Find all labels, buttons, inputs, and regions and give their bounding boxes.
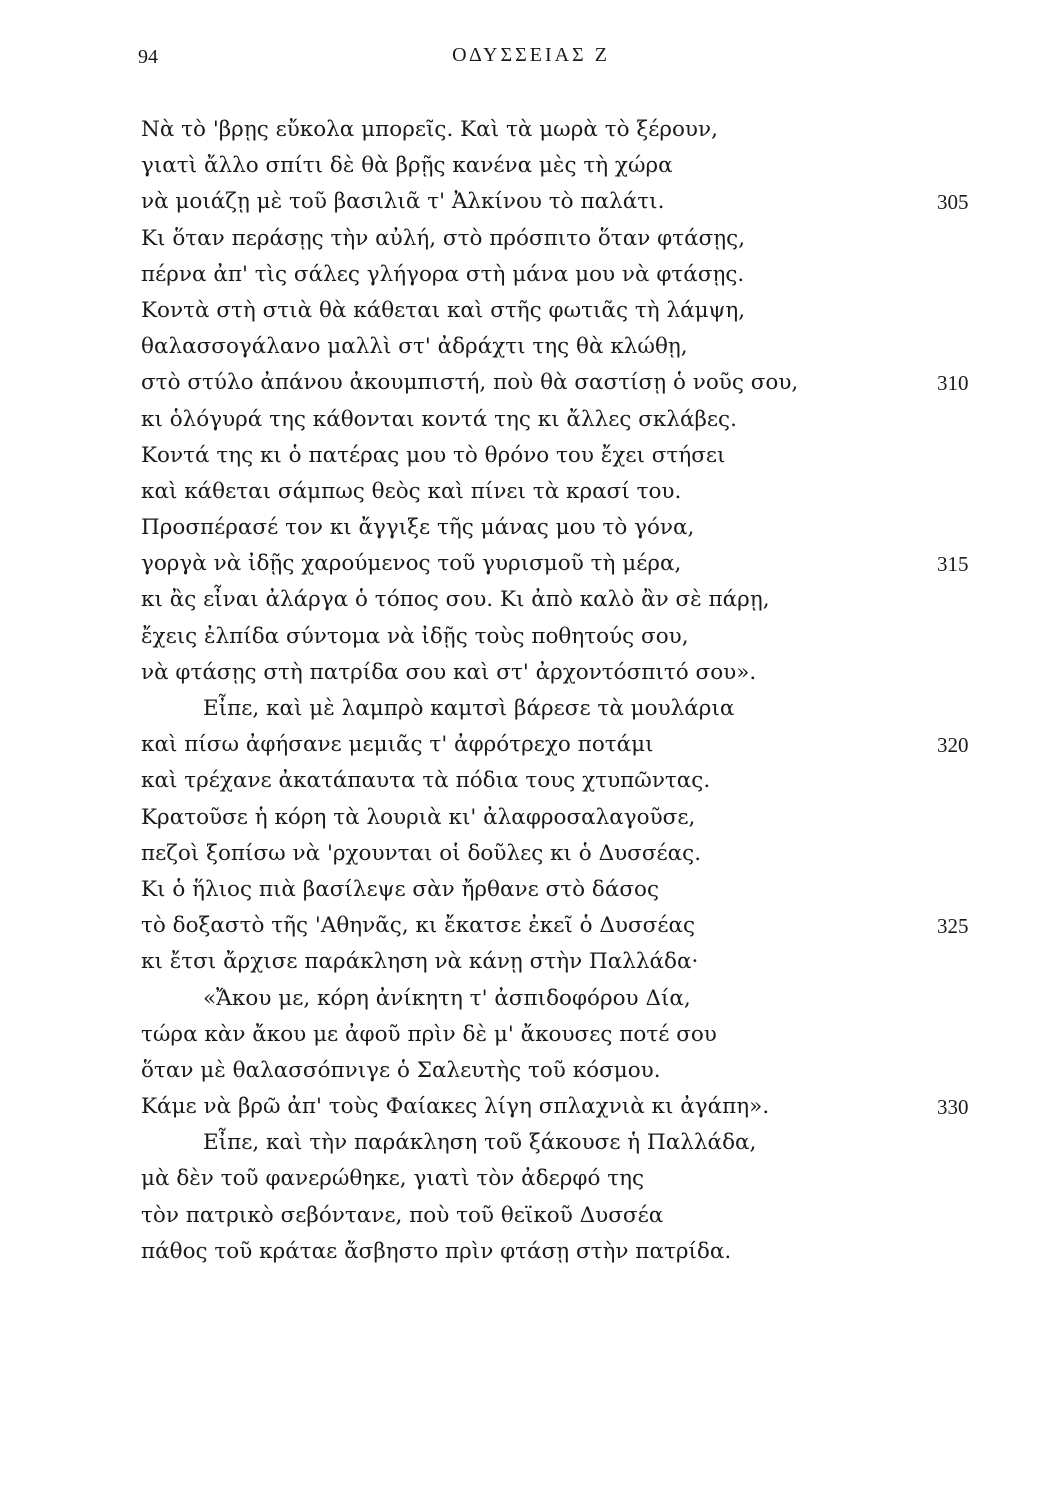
verse-text: μὰ δὲν τοῦ φανερώθηκε, γιατὶ τὸν ἀδερφό της [141, 1166, 645, 1192]
verse-text: Εἶπε, καὶ μὲ λαμπρὸ καμτσὶ βάρεσε τὰ μουλάρια [203, 696, 735, 721]
verse-text: Κοντά της κι ὁ πατέρας μου τὸ θρόνο του ἔχει στήσει [141, 442, 726, 468]
verse-line [141, 908, 991, 944]
line-number: 325 [937, 914, 969, 939]
verse-text: καὶ τρέχανε ἀκατάπαυτα τὰ πόδια τους χτυπῶντας. [141, 768, 711, 794]
line-number: 310 [937, 371, 969, 396]
verse-text: πάθος τοῦ κράταε ἄσβηστο πρὶν φτάσῃ στὴν πατρίδα. [141, 1238, 732, 1264]
verse-line [141, 691, 991, 727]
line-number: 320 [937, 733, 969, 758]
verse-line [141, 148, 991, 184]
verse-text: τὸ δοξαστὸ τῆς 'Αθηνᾶς, κι ἔκατσε ἐκεῖ ὁ Δυσσέας [141, 913, 696, 939]
line-number: 315 [937, 552, 969, 577]
verse-line [141, 221, 991, 257]
verse-text: ἔχεις ἐλπίδα σύντομα νὰ ἰδῇς τοὺς ποθητούς σου, [141, 623, 689, 649]
verse-line [141, 184, 991, 220]
verse-text: Νὰ τὸ 'βρῃς εὔκολα μπορεῖς. Καὶ τὰ μωρὰ τὸ ξέρουν, [141, 117, 718, 142]
verse-text: «Ἄκου με, κόρη ἀνίκητη τ' ἀσπιδοφόρου Δία, [203, 985, 691, 1011]
running-title: ΟΔΥΣΣΕΙΑΣ Ζ [452, 44, 610, 66]
verse-text: κι ὁλόγυρά της κάθονται κοντά της κι ἄλλες σκλάβες. [141, 406, 737, 432]
verse-text: Προσπέρασέ τον κι ἄγγιξε τῆς μάνας μου τὸ γόνα, [141, 515, 695, 541]
verse-text: Εἶπε, καὶ τὴν παράκληση τοῦ ξάκουσε ἡ Παλλάδα, [203, 1130, 757, 1156]
verse-text: καὶ κάθεται σάμπως θεὸς καὶ πίνει τὰ κρασί του. [141, 478, 682, 504]
verse-line [141, 546, 991, 582]
verse-text: γοργὰ νὰ ἰδῇς χαρούμενος τοῦ γυρισμοῦ τὴ μέρα, [141, 551, 682, 577]
verse-text: νὰ μοιάζῃ μὲ τοῦ βασιλιᾶ τ' Ἀλκίνου τὸ παλάτι. [141, 189, 665, 215]
verse-text: Κάμε νὰ βρῶ ἀπ' τοὺς Φαίακες λίγη σπλαχνιὰ κι ἀγάπη». [141, 1094, 770, 1120]
verse-text: Κι ὁ ἥλιος πιὰ βασίλεψε σὰν ἤρθανε στὸ δάσος [141, 876, 660, 902]
verse-text: τώρα κὰν ἄκου με ἀφοῦ πρὶν δὲ μ' ἄκουσες ποτέ σου [141, 1021, 717, 1047]
verse-text: Κοντὰ στὴ στιὰ θὰ κάθεται καὶ στῆς φωτιᾶς τὴ λάμψη, [141, 297, 746, 323]
verse-line [141, 438, 991, 474]
verse-line [141, 1198, 991, 1234]
verse-line [141, 1125, 991, 1161]
verse-line [141, 474, 991, 510]
verse-line [141, 1161, 991, 1197]
poem-text [141, 112, 991, 1270]
verse-line [141, 293, 991, 329]
verse-text: στὸ στύλο ἀπάνου ἀκουμπιστή, ποὺ θὰ σαστίσῃ ὁ νοῦς σου, [141, 370, 799, 396]
verse-text: Κρατοῦσε ἡ κόρη τὰ λουριὰ κι' ἀλαφροσαλαγοῦσε, [141, 804, 696, 830]
verse-line [141, 257, 991, 293]
verse-line [141, 872, 991, 908]
verse-text: θαλασσογάλανο μαλλὶ στ' ἀδράχτι της θὰ κλώθῃ, [141, 334, 688, 360]
verse-line [141, 981, 991, 1017]
verse-line [141, 727, 991, 763]
verse-line [141, 582, 991, 618]
verse-line [141, 763, 991, 799]
verse-line [141, 402, 991, 438]
verse-text: κι ἔτσι ἄρχισε παράκληση νὰ κάνῃ στὴν Παλλάδα· [141, 949, 699, 975]
verse-text: πεζοὶ ξοπίσω νὰ 'ρχουνται οἱ δοῦλες κι ὁ Δυσσέας. [141, 840, 702, 866]
verse-line [141, 619, 991, 655]
verse-line [141, 1089, 991, 1125]
verse-text: νὰ φτάσῃς στὴ πατρίδα σου καὶ στ' ἀρχοντόσπιτό σου». [141, 659, 757, 685]
verse-text: ὅταν μὲ θαλασσόπνιγε ὁ Σαλευτὴς τοῦ κόσμου. [141, 1057, 661, 1083]
verse-line [141, 1053, 991, 1089]
verse-line [141, 1234, 991, 1270]
line-number: 330 [937, 1095, 969, 1120]
verse-text: γιατὶ ἄλλο σπίτι δὲ θὰ βρῇς κανένα μὲς τὴ χώρα [141, 153, 673, 179]
verse-line [141, 800, 991, 836]
verse-line [141, 112, 991, 148]
verse-line [141, 510, 991, 546]
verse-line [141, 329, 991, 365]
verse-text: πέρνα ἀπ' τὶς σάλες γλήγορα στὴ μάνα μου νὰ φτάσῃς. [141, 261, 745, 287]
verse-text: τὸν πατρικὸ σεβόντανε, ποὺ τοῦ θεϊκοῦ Δυσσέα [141, 1202, 664, 1228]
verse-line [141, 365, 991, 401]
verse-line [141, 836, 991, 872]
line-number: 305 [937, 190, 969, 215]
verse-line [141, 1017, 991, 1053]
verse-line [141, 655, 991, 691]
page-number: 94 [138, 46, 158, 68]
verse-line [141, 944, 991, 980]
verse-text: Κι ὅταν περάσῃς τὴν αὐλή, στὸ πρόσπιτο ὅταν φτάσῃς, [141, 225, 746, 251]
verse-text: καὶ πίσω ἀφήσανε μεμιᾶς τ' ἀφρότρεχο ποτάμι [141, 732, 654, 758]
verse-text: κι ἂς εἶναι ἀλάργα ὁ τόπος σου. Κι ἀπὸ καλὸ ἂν σὲ πάρῃ, [141, 587, 770, 613]
